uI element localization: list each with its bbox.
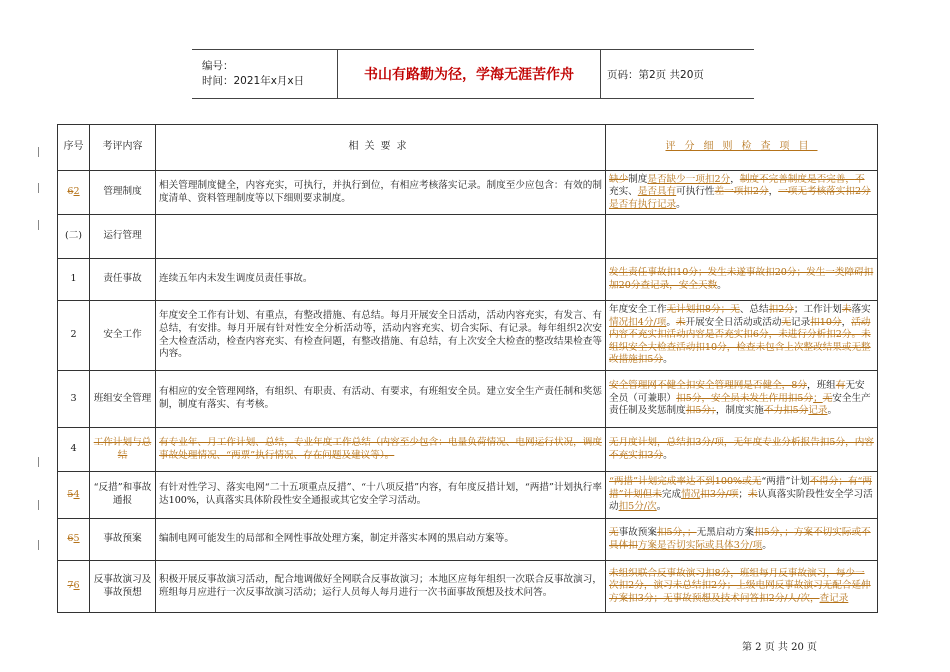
row-number: 2 [58,301,90,371]
row-scoring: 安全管理网不健全扣安全管理网是否健全，8分，班组有无安全员（可兼职）扣5分，安全员未发生作用扣5分；无安全生产责任制及奖惩制度扣5分；，制度实施不力扣5分记录。 [606,371,878,428]
table-row [58,301,878,371]
row-scoring: 年度安全工作无计划扣8分；无、总结扣2分；工作计划未落实情况扣4分/项。未开展安全日活动或活动无记录扣10分，活动内容不充实扣活动内容是否充实扣6分，未进行分析扣2分。未组织安全大检查活动扣10分，检查未包含上次整改结果或无整改措施扣5分。 [606,301,878,371]
page-footer: 第 2 页 共 20 页 [742,642,817,653]
row-requirement: 编制电网可能发生的局部和全网性事故处理方案，制定并落实本网的黑启动方案等。 [156,519,606,561]
row-scoring: 无月度计划，总结扣3分/项，无年度专业分析报告扣5分，内容不充实扣3分。 [606,428,878,472]
evaluation-table [57,124,878,613]
table-row [58,259,878,301]
row-requirement: 有专业年、月工作计划、总结，专业年度工作总结（内容至少包含：电量负荷情况、电网运行状况，调度事故处理情况、“两票”执行情况、存在问题及建议等）。 [156,428,606,472]
row-item: 运行管理 [90,215,156,259]
row-item: 管理制度 [90,171,156,215]
row-number: 62 [58,171,90,215]
header-scoring: 评分细则检查项目 [606,125,878,171]
row-requirement: 有相应的安全管理网络，有组织、有职责、有活动、有要求，有班组安全员。建立安全生产责任制和奖惩制，制度有落实、有考核。 [156,371,606,428]
table-row [58,472,878,519]
row-scoring: 缺少制度是否缺少一项扣2分，制度不完善制度是否完善，不充实、是否具有可执行性差一项扣2分，一项无考核落实扣2分是否有执行记录。 [606,171,878,215]
row-requirement [156,215,606,259]
table-header-row [58,125,878,171]
header-item: 考评内容 [90,125,156,171]
margin-mark [38,220,42,230]
row-item: 工作计划与总结 [90,428,156,472]
row-scoring: 发生责任事故扣10分；发生未遂事故扣20分；发生一类障碍扣加20分查记录，安全天数。 [606,259,878,301]
row-requirement: 积极开展反事故演习活动，配合地调做好全网联合反事故演习；本地区应每年组织一次联合反事故演习，班组每月应进行一次反事故演习活动；运行人员每人每月进行一次书面事故预想及技术问答。 [156,561,606,613]
header-no: 序号 [58,125,90,171]
page-header [192,49,754,99]
row-requirement: 连续五年内未发生调度员责任事故。 [156,259,606,301]
table-row [58,561,878,613]
row-number: 76 [58,561,90,613]
row-scoring [606,215,878,259]
margin-mark [38,500,42,510]
table-row [58,371,878,428]
row-item: 事故预案 [90,519,156,561]
header-motto: 书山有路勤为径，学海无涯苦作舟 [364,67,574,83]
table-row [58,428,878,472]
row-item: 责任事故 [90,259,156,301]
document-date: 时间：2021年x月x日 [202,75,305,87]
header-info [192,50,337,98]
header-page [601,50,754,98]
margin-mark [38,147,42,157]
row-item: “反措”和事故通报 [90,472,156,519]
header-motto-cell [337,50,601,98]
margin-mark [38,183,42,193]
table-row [58,215,878,259]
row-requirement: 有针对性学习、落实电网“二十五项重点反措”、“十八项反措”内容，有年度反措计划，“两措”计划执行率达100%，认真落实具体阶段性安全通报或其它安全学习活动。 [156,472,606,519]
row-number: 54 [58,472,90,519]
row-requirement: 年度安全工作有计划、有重点，有整改措施、有总结。每月开展安全日活动，活动内容充实，有发言、有总结，有安排。每月开展有针对性安全分析活动等，活动内容充实、切合实际、有记录。每年组织2次安全大检查活动，检查内容充实、有检查问题，有整改措施、有总结，有上次安全大检查的整改结果检查等内容。 [156,301,606,371]
table-row [58,519,878,561]
row-scoring: 未组织联合反事故演习扣8分，班组每月反事故演习，每少一次扣2分，演习未总结扣2分；上级电网反事故演习无配合延伸方案扣3分；无事故预想及技术问答扣2分/人/次，查记录 [606,561,878,613]
margin-mark [38,540,42,550]
row-scoring: 无事故预案扣5分，；无黑启动方案扣5分，；方案不切实际或不具体扣方案是否切实际或具体3分/项。 [606,519,878,561]
row-number: 3 [58,371,90,428]
row-number: 4 [58,428,90,472]
header-requirement: 相关要求 [156,125,606,171]
header-page-number: 页码：第2页 共20页 [607,68,704,81]
row-number: 65 [58,519,90,561]
margin-mark [38,457,42,467]
row-number: (二) [58,215,90,259]
table-row [58,171,878,215]
row-number: 1 [58,259,90,301]
document-number-label: 编号： [202,60,234,72]
row-item: 安全工作 [90,301,156,371]
row-scoring: “两措”计划完成率达不到100%或无“两措”计划不得分；有“两措”计划但未完成情况扣3分/项；未认真落实阶段性安全学习活动扣5分/次。 [606,472,878,519]
row-item: 反事故演习及事故预想 [90,561,156,613]
row-requirement: 相关管理制度健全，内容充实，可执行，并执行到位，有相应考核落实记录。制度至少应包含：有效的制度清单、资料管理制度等以下细则要求制度。 [156,171,606,215]
row-item: 班组安全管理 [90,371,156,428]
